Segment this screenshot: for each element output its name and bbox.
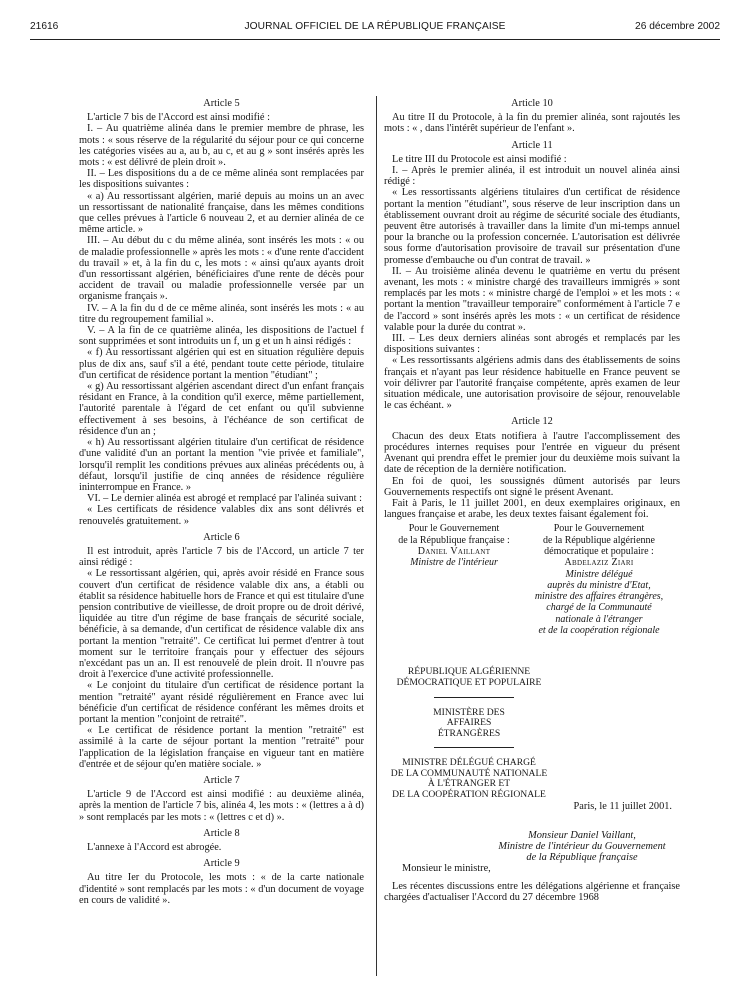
signatory-role: et de la coopération régionale bbox=[538, 624, 660, 636]
paragraph: En foi de quoi, les soussignés dûment autorisés par leurs Gouvernements respectifs ont signé le présent Avenant. bbox=[384, 475, 680, 498]
letterhead-line: DÉMOCRATIQUE ET POPULAIRE bbox=[396, 676, 542, 688]
letter-addressee bbox=[484, 830, 680, 864]
letterhead-rule bbox=[434, 747, 514, 748]
paragraph: « Les certificats de résidence valables dix ans sont délivrés et renouvelés gratuitement. » bbox=[79, 504, 364, 527]
signatory-name: Daniel Vaillant bbox=[417, 545, 491, 557]
paragraph: L'annexe à l'Accord est abrogée. bbox=[87, 842, 222, 853]
letterhead-line: RÉPUBLIQUE ALGÉRIENNE bbox=[407, 666, 531, 678]
letterhead-line: MINISTRE DÉLÉGUÉ CHARGÉ bbox=[402, 757, 536, 769]
article-11-title: Article 11 bbox=[511, 139, 553, 151]
addressee-line: Monsieur Daniel Vaillant, bbox=[528, 829, 636, 841]
letterhead-line: À L'ÉTRANGER ET bbox=[427, 778, 511, 790]
article-6-title: Article 6 bbox=[203, 531, 240, 543]
letterhead-rule bbox=[434, 697, 514, 698]
signatory-name: Abdelaziz Ziari bbox=[564, 557, 634, 569]
article-9-title: Article 9 bbox=[203, 858, 240, 870]
addressee-line: Ministre de l'intérieur du Gouvernement bbox=[498, 841, 666, 853]
signatory-line: Pour le Gouvernement bbox=[408, 523, 500, 535]
letterhead-line: ÉTRANGÈRES bbox=[437, 727, 501, 739]
paragraph: « Les ressortissants algériens admis dans des établissements de soins français et n'ayant pas leur résidence habituelle en France peuvent se voir délivrer par l'autorité française compétente, après examen de leur situation médicale, une autorisation provisoire de séjour, renouvelable le cas échéant. » bbox=[384, 355, 680, 412]
signatory-line: de la République française : bbox=[398, 534, 510, 546]
letter-salutation: Monsieur le ministre, bbox=[402, 863, 491, 875]
signatory-line: Pour le Gouvernement bbox=[553, 523, 645, 535]
paragraph: Chacun des deux Etats notifiera à l'autre l'accomplissement des procédures internes requises pour l'entrée en vigueur du présent Avenant qui prendra effet le premier jour du deuxième mois suivant la date de réception de la dernière notification. bbox=[384, 430, 680, 476]
signatory-algeria bbox=[514, 523, 684, 636]
paragraph: « Le conjoint du titulaire d'un certificat de résidence portant la mention "retraité" ayant résidé régulièrement en France avec lui bénéficie d'un certificat de résidence conférant les mêmes droits et portant la mention "conjoint de retraité". bbox=[79, 680, 364, 725]
paragraph: L'article 9 de l'Accord est ainsi modifié : au deuxième alinéa, après la mention de l'article 7 bis, alinéa 4, les mots : « (lettres a à d) » sont remplacés par les mots : « (lettres c et d) ». bbox=[79, 789, 364, 823]
paragraph: II. – Au troisième alinéa devenu le quatrième en vertu du présent avenant, les mots : « ministre chargé des travailleurs immigrés » sont remplacés par les mots : « ministre chargé de l'emploi » et les mots : « portant la mention "travailleur temporaire" conformément à l'article 7 e de l'accord » sont insérés après les mots : « un certificat de résidence valable pour la durée du contrat ». bbox=[384, 265, 680, 333]
paragraph: « Le ressortissant algérien, qui, après avoir résidé en France sous couvert d'un certificat de résidence valable dix ans, a établi ou établit sa résidence habituelle hors de France et qui est titulaire d'une pension contributive de vieillesse, de droit propre ou de droit dérivé, liquidée au titre d'un régime de base français de sécurité sociale, bénéficie, à sa demande, d'un certificat de résidence valable dix ans portant la mention "retraité". Ce certificat lui permet d'entrer à tout moment sur le territoire français pour y effectuer des séjours n'excédant pas un an. Il est renouvelé de plein droit. Il n'ouvre pas droit à l'exercice d'une activité professionnelle. bbox=[79, 568, 364, 681]
left-column bbox=[79, 96, 364, 906]
paragraph: Au titre Ier du Protocole, les mots : « de la carte nationale d'identité » sont remplacés par les mots : « d'un document de voyage en cours de validité ». bbox=[79, 872, 364, 906]
letterhead-line: DE LA COOPÉRATION RÉGIONALE bbox=[392, 789, 546, 801]
right-column bbox=[384, 96, 680, 903]
paragraph: IV. – A la fin du d de ce même alinéa, sont insérés les mots : « au titre du regroupement familial ». bbox=[79, 302, 364, 325]
paragraph: « Les ressortissants algériens titulaires d'un certificat de résidence portant la mention "étudiant", sous réserve de leur inscription dans un établissement ouvrant droit au régime de sécurité sociale des étudiants, peuvent être autorisés à travailler dans la limite d'un mi-temps annuel pour la branche ou la profession concernée. L'autorisation est délivrée sous forme d'autorisation provisoire de travail sur présentation d'une promesse d'embauche ou d'un contrat de travail. » bbox=[384, 187, 680, 266]
letterhead-line: MINISTÈRE DES AFFAIRES bbox=[433, 706, 505, 729]
page-header bbox=[30, 21, 720, 37]
paragraph: III. – Les deux derniers alinéas sont abrogés et remplacés par les dispositions suivantes : bbox=[384, 333, 680, 356]
paragraph: Au titre II du Protocole, à la fin du premier alinéa, sont rajoutés les mots : « , dans l'intérêt supérieur de l'enfant ». bbox=[384, 112, 680, 135]
signatory-line: démocratique et populaire : bbox=[544, 545, 654, 557]
letterhead-line: DE LA COMMUNAUTÉ NATIONALE bbox=[390, 767, 548, 779]
header-rule bbox=[30, 39, 720, 40]
article-12-title: Article 12 bbox=[511, 416, 553, 428]
signatory-role: Ministre délégué bbox=[565, 568, 633, 580]
article-5-title: Article 5 bbox=[203, 98, 240, 109]
signatory-role: nationale à l'étranger bbox=[555, 613, 643, 625]
journal-title: JOURNAL OFFICIEL DE LA RÉPUBLIQUE FRANÇAISE bbox=[244, 21, 506, 32]
paragraph: « Le certificat de résidence portant la mention "retraité" est assimilé à la carte de séjour portant la mention "retraité" pour l'application de la législation française en vigueur tant en matière d'entrée et de séjour qu'en matière sociale. » bbox=[79, 725, 364, 770]
article-10-title: Article 10 bbox=[511, 98, 553, 109]
signature-block bbox=[384, 523, 680, 663]
paragraph: VI. – Le dernier alinéa est abrogé et remplacé par l'alinéa suivant : bbox=[87, 493, 362, 505]
article-8-title: Article 8 bbox=[203, 827, 240, 839]
letterhead-ministry bbox=[414, 708, 524, 740]
paragraph: Le titre III du Protocole est ainsi modifié : bbox=[392, 153, 567, 165]
paragraph: V. – A la fin de ce quatrième alinéa, les dispositions de l'actuel f sont supprimées et sont introduits un f, un g et un h ainsi rédigés : bbox=[79, 325, 364, 348]
signatory-role: chargé de la Communauté bbox=[546, 602, 652, 614]
paragraph: L'article 7 bis de l'Accord est ainsi modifié : bbox=[87, 112, 270, 124]
paragraph: Il est introduit, après l'article 7 bis de l'Accord, un article 7 ter ainsi rédigé : bbox=[79, 545, 364, 569]
addressee-line: de la République française bbox=[526, 852, 638, 864]
page-number: 21616 bbox=[30, 21, 59, 32]
paragraph: « f) Au ressortissant algérien qui est en situation régulière depuis plus de dix ans, sauf s'il a été, pendant toute cette période, titulaire d'un certificat de résidence portant la mention "étudiant" ; bbox=[79, 347, 364, 381]
paragraph: II. – Les dispositions du a de ce même alinéa sont remplacées par les dispositions suivantes : bbox=[79, 168, 364, 191]
paragraph: « a) Au ressortissant algérien, marié depuis au moins un an avec un ressortissant de nationalité française, dans les mêmes conditions que celles prévues à l'article 6 nouveau 2, et au dernier alinéa de ce même article. » bbox=[79, 190, 364, 236]
column-divider bbox=[376, 96, 377, 976]
paragraph: I. – Au quatrième alinéa dans le premier membre de phrase, les mots : « sous réserve de la régularité du séjour pour ce qui concerne les catégories visées au a, au b, au c, et au g » sont insérés après les mots : « est délivré de plein droit ». bbox=[79, 123, 364, 169]
signatory-role: Ministre de l'intérieur bbox=[410, 557, 498, 569]
signatory-role: auprès du ministre d'Etat, bbox=[547, 579, 651, 591]
paragraph: « g) Au ressortissant algérien ascendant direct d'un enfant français résidant en France, à la condition qu'il exerce, même partiellement, l'autorité parentale à l'égard de cet enfant ou qu'il subvienne effectivement à ses besoins, à l'échéance de son certificat de résidence d'un an ; bbox=[79, 381, 364, 437]
paragraph: I. – Après le premier alinéa, il est introduit un nouvel alinéa ainsi rédigé : bbox=[384, 165, 680, 188]
paragraph: « h) Au ressortissant algérien titulaire d'un certificat de résidence d'une validité d'un an portant la mention "vie privée et familiale", lorsqu'il remplit les conditions prévues aux alinéas précédents ou, à défaut, lorsqu'il justifie de cinq années de résidence régulière ininterrompue en France. » bbox=[79, 437, 364, 493]
issue-date: 26 décembre 2002 bbox=[635, 21, 720, 32]
letter-paragraph: Les récentes discussions entre les délégations algérienne et française chargées d'actualiser l'Accord du 27 décembre 1968 bbox=[384, 880, 680, 903]
signatory-role: ministre des affaires étrangères, bbox=[534, 591, 664, 603]
signatory-line: de la République algérienne bbox=[543, 534, 655, 546]
article-7-title: Article 7 bbox=[203, 774, 240, 786]
letterhead-republic bbox=[384, 667, 554, 688]
letterhead-minister bbox=[384, 758, 554, 800]
paragraph: Fait à Paris, le 11 juillet 2001, en deux exemplaires originaux, en langues française et arabe, les deux textes faisant également foi. bbox=[384, 497, 680, 521]
letter-place-date: Paris, le 11 juillet 2001. bbox=[573, 800, 672, 812]
signatory-france bbox=[384, 523, 524, 568]
paragraph: III. – Au début du c du même alinéa, sont insérés les mots : « ou de maladie professionnelle » après les mots : « d'une rente d'accident du travail » et, à la fin du c, les mots : « ainsi qu'aux ayants droit d'un ressortissant algérien, bénéficiaires d'une rente de décès pour accident de travail ou maladie professionnelle versée par un organisme français ». bbox=[79, 235, 364, 303]
